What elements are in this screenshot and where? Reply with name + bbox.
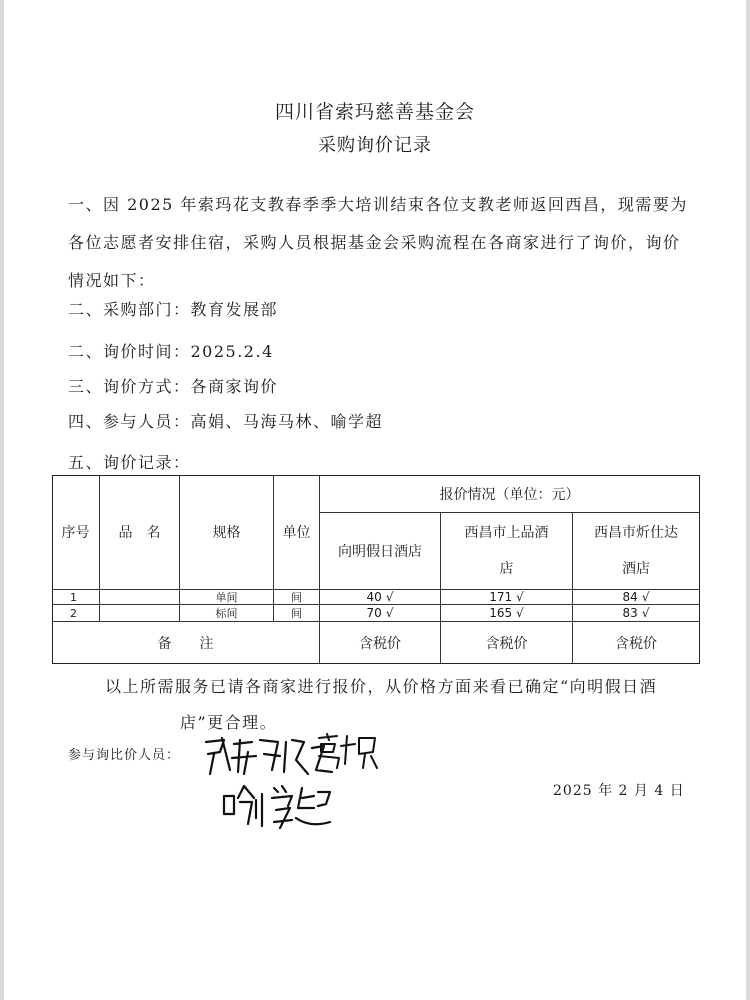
row1-price-1: [320, 590, 441, 605]
row1-no: 1: [52, 590, 100, 605]
records-heading: 五、询价记录：: [68, 453, 191, 472]
row1-item: [100, 590, 180, 605]
header-vendor-1: 向明假日酒店: [320, 513, 441, 590]
row1-unit: 间: [274, 590, 320, 605]
row2-price-2-value: 165: [489, 606, 513, 620]
row2-price-1: [320, 605, 441, 622]
row2-price-3-value: 83: [622, 606, 638, 620]
remark-vendor-2: 含税价: [441, 622, 573, 664]
remark-vendor-3: 含税价: [573, 622, 700, 664]
remark-label: 备 注: [52, 622, 320, 664]
header-vendor-3: [573, 513, 700, 590]
row2-price-3: [573, 605, 700, 622]
row1-price-3: [573, 590, 700, 605]
row2-unit: 间: [274, 605, 320, 622]
check-mark: √: [641, 606, 650, 620]
org-title: 四川省索玛慈善基金会: [274, 101, 475, 123]
row1-spec: 单间: [180, 590, 274, 605]
conclusion-line-2: 店”更合理。: [180, 713, 278, 732]
inquiry-time-line: 二、询价时间：2025.2.4: [68, 342, 274, 361]
check-mark: √: [516, 590, 524, 604]
participants-line: 四、参与人员：高娟、马海马林、喻学超: [68, 412, 384, 431]
row2-price-1-value: 70: [366, 606, 382, 620]
row1-price-2-value: 171: [489, 590, 513, 604]
inquiry-method-line: 三、询价方式：各商家询价: [68, 377, 279, 396]
intro-paragraph: 一、因 2025 年索玛花支教春季季大培训结束各位支教老师返回西昌，现需要为各位志愿者安排住宿，采购人员根据基金会采购流程在各商家进行了询价，询价情况如下：: [68, 195, 688, 290]
signature-yuxuechao: [218, 778, 338, 833]
row2-item: [100, 605, 180, 622]
header-no: 序号: [52, 475, 100, 590]
check-mark: √: [516, 606, 524, 620]
document-date: 2025 年 2 月 4 日: [553, 783, 685, 799]
header-vendor-3-line2: 酒店: [622, 561, 650, 577]
row2-spec: 标间: [180, 605, 274, 622]
header-item: 品 名: [100, 475, 180, 590]
check-mark: √: [385, 590, 394, 604]
row1-price-3-value: 84: [622, 590, 638, 604]
signature-gaojuan: [315, 730, 385, 770]
check-mark: √: [385, 606, 394, 620]
participants-label: 参与询比价人员：: [68, 748, 181, 763]
remark-vendor-1: 含税价: [320, 622, 441, 664]
header-spec: 规格: [180, 475, 274, 590]
row1-price-1-value: 40: [366, 590, 382, 604]
check-mark: √: [641, 590, 650, 604]
header-price-group: 报价情况（单位：元）: [320, 475, 700, 513]
row2-no: 2: [52, 605, 100, 622]
header-vendor-3-line1: 西昌市炘仕达: [594, 525, 678, 541]
conclusion-line-1: 以上所需服务已请各商家进行报价，从价格方面来看已确定“向明假日酒: [105, 677, 658, 696]
header-vendor-2: [441, 513, 573, 590]
header-vendor-2-line2: 店: [499, 561, 514, 577]
row1-price-2: [441, 590, 573, 605]
department-line: 二、采购部门：教育发展部: [68, 300, 279, 319]
header-unit: 单位: [274, 475, 320, 590]
header-vendor-2-line1: 西昌市上品酒: [464, 525, 549, 541]
price-table: [52, 475, 700, 664]
doc-title: 采购询价记录: [318, 135, 432, 156]
row2-price-2: [441, 605, 573, 622]
